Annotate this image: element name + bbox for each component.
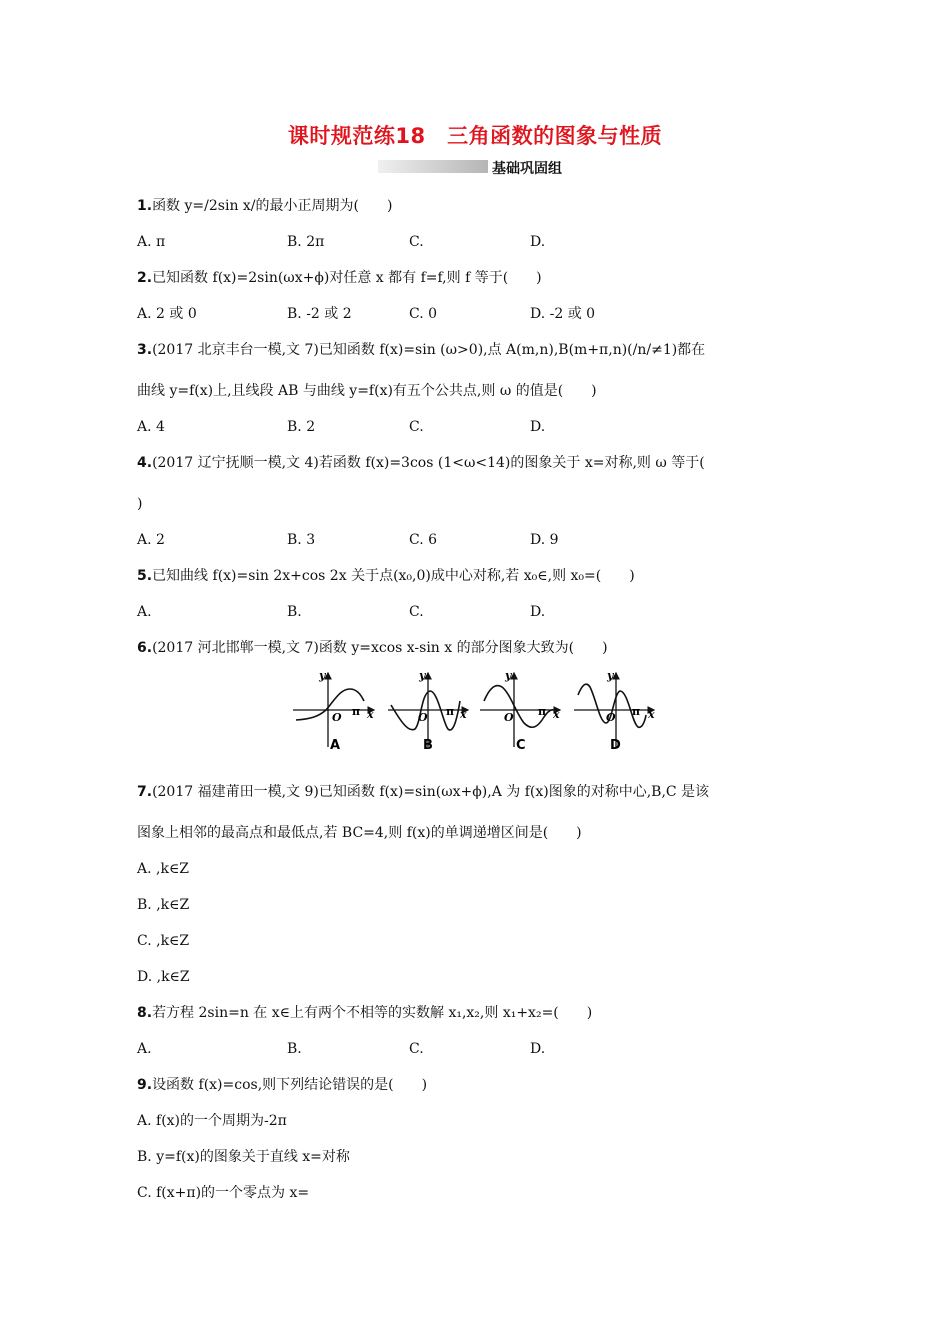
- option-b: B. 3: [287, 532, 316, 548]
- question-3-continued: 曲线 y=f(x)上,且线段 AB 与曲线 y=f(x)有五个公共点,则 ω 的值是( ): [137, 383, 597, 399]
- question-number: 8.: [137, 1005, 153, 1021]
- question-number: 7.: [137, 784, 153, 800]
- option-c: C.: [409, 1041, 424, 1057]
- option-b: B.: [287, 1041, 302, 1057]
- pi-label: π: [632, 705, 641, 718]
- question-number: 9.: [137, 1077, 153, 1093]
- option-d: D.: [530, 1041, 546, 1057]
- option-b: B. 2: [287, 419, 316, 435]
- question-6: [137, 638, 608, 658]
- graph-label-c: C: [516, 738, 526, 753]
- question-stem: 若方程 2sin=n 在 x∈上有两个不相等的实数解 x₁,x₂,则 x₁+x₂=( ): [152, 1005, 593, 1021]
- option-d: D. ,k∈Z: [137, 969, 190, 985]
- question-stem: (2017 河北邯郸一模,文 7)函数 y=xcos x-sin x 的部分图象大致为( ): [152, 640, 608, 656]
- option-a: A. π: [137, 234, 166, 250]
- option-d: D. -2 或 0: [530, 306, 596, 322]
- origin-label: O: [418, 711, 428, 724]
- option-a: A. 2 或 0: [137, 306, 197, 322]
- axis-x-label: x: [367, 708, 374, 721]
- origin-label: O: [606, 711, 616, 724]
- origin-label: O: [332, 711, 342, 724]
- question-number: 5.: [137, 568, 153, 584]
- question-4-continued: ): [137, 496, 143, 512]
- option-b: B.: [287, 604, 302, 620]
- axis-y-label: y: [419, 669, 426, 682]
- option-d: D. 9: [530, 532, 559, 548]
- axis-x-label: x: [648, 708, 655, 721]
- page-title: 课时规范练18 三角函数的图象与性质: [287, 124, 663, 148]
- graph-a: [293, 669, 374, 753]
- question-2: [137, 268, 542, 288]
- graph-label-d: D: [610, 738, 621, 753]
- question-stem: 已知函数 f(x)=2sin(ωx+ϕ)对任意 x 都有 f=f,则 f 等于( ): [152, 270, 542, 286]
- question-number: 1.: [137, 198, 153, 214]
- question-stem: (2017 辽宁抚顺一模,文 4)若函数 f(x)=3cos (1<ω<14)的图象关于 x=对称,则 ω 等于(: [152, 455, 705, 471]
- section-heading: 基础巩固组: [492, 161, 562, 177]
- axis-y-label: y: [505, 669, 512, 682]
- question-8: [137, 1003, 592, 1023]
- option-a: A. 2: [137, 532, 165, 548]
- option-d: D.: [530, 604, 546, 620]
- question-number: 3.: [137, 342, 153, 358]
- pi-label: π: [352, 705, 361, 718]
- question-3: [137, 340, 705, 360]
- axis-y-label: y: [607, 669, 614, 682]
- question-stem: 函数 y=/2sin x/的最小正周期为( ): [152, 198, 393, 214]
- option-c: C. 0: [409, 306, 438, 322]
- question-number: 4.: [137, 455, 153, 471]
- option-b: B. -2 或 2: [287, 306, 352, 322]
- option-a: A. f(x)的一个周期为-2π: [137, 1113, 287, 1129]
- question-7: [137, 782, 709, 802]
- question-7-continued: 图象上相邻的最高点和最低点,若 BC=4,则 f(x)的单调递增区间是( ): [137, 825, 582, 841]
- option-c: C. ,k∈Z: [137, 933, 190, 949]
- graph-b: [388, 669, 468, 753]
- option-c: C. f(x+π)的一个零点为 x=: [137, 1185, 310, 1201]
- question-number: 6.: [137, 640, 153, 656]
- question-5: [137, 566, 635, 586]
- option-c: C.: [409, 234, 424, 250]
- section-decoration-bar: [378, 160, 488, 173]
- graph-c: [480, 669, 560, 753]
- question-9: [137, 1075, 427, 1095]
- pi-label: π: [538, 705, 547, 718]
- option-a: A.: [137, 604, 152, 620]
- option-a: A.: [137, 1041, 152, 1057]
- question-stem: (2017 福建莆田一模,文 9)已知函数 f(x)=sin(ωx+ϕ),A 为 f(x)图象的对称中心,B,C 是该: [152, 784, 710, 800]
- question-stem: (2017 北京丰台一模,文 7)已知函数 f(x)=sin (ω>0),点 A(m,n),B(m+π,n)(/n/≠1)都在: [152, 342, 706, 358]
- option-d: D.: [530, 234, 546, 250]
- graph-label-b: B: [423, 738, 433, 753]
- pi-label: π: [446, 705, 455, 718]
- option-c: C. 6: [409, 532, 438, 548]
- question-stem: 已知曲线 f(x)=sin 2x+cos 2x 关于点(x₀,0)成中心对称,若 x₀∈,则 x₀=( ): [152, 568, 635, 584]
- option-a: A. 4: [137, 419, 165, 435]
- option-c: C.: [409, 419, 424, 435]
- option-b: B. 2π: [287, 234, 325, 250]
- graph-label-a: A: [330, 738, 341, 753]
- option-d: D.: [530, 419, 546, 435]
- option-a: A. ,k∈Z: [137, 861, 190, 877]
- option-c: C.: [409, 604, 424, 620]
- question-number: 2.: [137, 270, 153, 286]
- graph-options: [288, 665, 668, 760]
- option-b: B. y=f(x)的图象关于直线 x=对称: [137, 1149, 350, 1165]
- axis-x-label: x: [460, 708, 467, 721]
- option-b: B. ,k∈Z: [137, 897, 190, 913]
- question-4: [137, 453, 705, 473]
- axis-x-label: x: [553, 708, 560, 721]
- origin-label: O: [504, 711, 514, 724]
- graph-d: [574, 669, 655, 753]
- question-stem: 设函数 f(x)=cos,则下列结论错误的是( ): [152, 1077, 428, 1093]
- question-1: [137, 196, 392, 216]
- axis-y-label: y: [319, 669, 326, 682]
